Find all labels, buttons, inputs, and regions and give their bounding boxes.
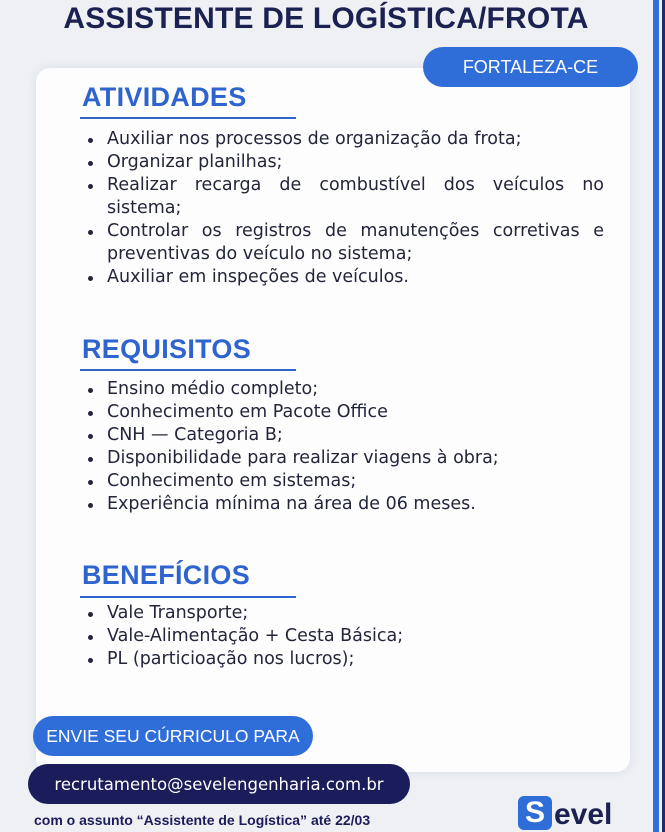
- list-item: Disponibilidade para realizar viagens à obra;: [80, 447, 604, 470]
- logo-initial: S: [518, 796, 552, 830]
- section-underline: [80, 117, 296, 119]
- list-item: Auxiliar em inspeções de veículos.: [80, 266, 604, 289]
- section-title-requisitos: REQUISITOS: [82, 334, 252, 364]
- email-link[interactable]: recrutamento@sevelengenharia.com.br: [28, 764, 410, 804]
- list-requisitos: [80, 378, 604, 516]
- send-resume-button[interactable]: ENVIE SEU CÚRRICULO PARA: [33, 716, 313, 756]
- list-item: Controlar os registros de manutenções corretivas e preventivas do veículo no sistema;: [80, 220, 604, 266]
- list-item: Vale Transporte;: [80, 602, 604, 625]
- list-item: Conhecimento em sistemas;: [80, 470, 604, 493]
- list-atividades: [80, 128, 604, 289]
- subject-instructions: com o assunto “Assistente de Logística” até 22/03: [34, 812, 371, 828]
- location-badge: FORTALEZA-CE: [423, 47, 638, 87]
- list-item: Conhecimento em Pacote Office: [80, 401, 604, 424]
- list-beneficios: [80, 602, 604, 671]
- sevel-logo: [518, 796, 612, 830]
- list-item: Realizar recarga de combustível dos veículos no sistema;: [80, 174, 604, 220]
- list-item: Ensino médio completo;: [80, 378, 604, 401]
- section-title-atividades: ATIVIDADES: [82, 82, 247, 112]
- logo-text: evel: [554, 798, 613, 831]
- page-title: ASSISTENTE DE LOGÍSTICA/FROTA: [63, 2, 589, 35]
- list-item: Auxiliar nos processos de organização da frota;: [80, 128, 604, 151]
- list-item: Organizar planilhas;: [80, 151, 604, 174]
- list-item: CNH — Categoria B;: [80, 424, 604, 447]
- list-item: Vale-Alimentação + Cesta Básica;: [80, 625, 604, 648]
- frame-accent-line: [653, 0, 659, 832]
- section-underline: [80, 596, 296, 598]
- section-title-beneficios: BENEFÍCIOS: [82, 560, 251, 590]
- list-item: Experiência mínima na área de 06 meses.: [80, 493, 604, 516]
- list-item: PL (particioação nos lucros);: [80, 648, 604, 671]
- section-underline: [80, 369, 296, 371]
